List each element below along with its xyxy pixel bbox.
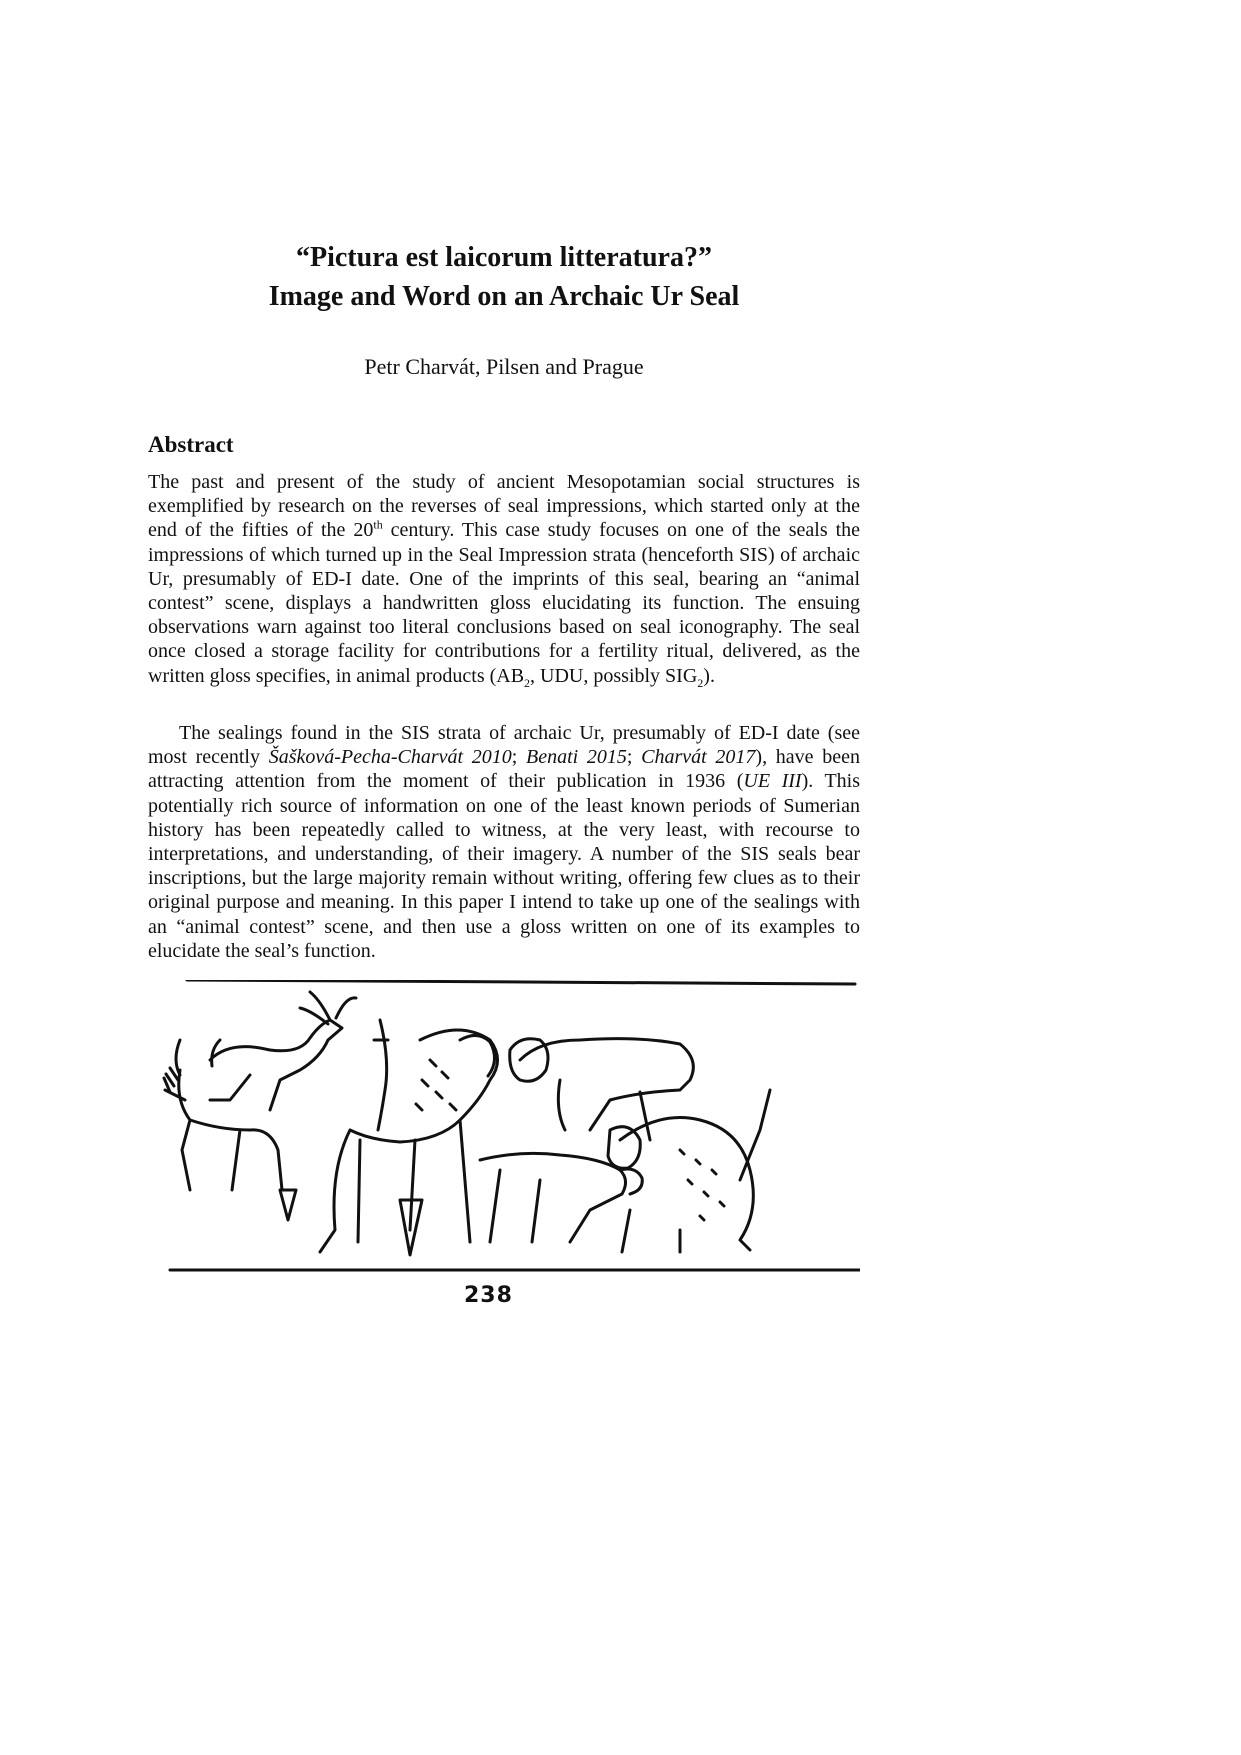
ibex-horns	[300, 992, 356, 1024]
text-run: , UDU, possibly SIG	[530, 664, 698, 687]
central-lion	[320, 1030, 498, 1252]
right-lion-head	[608, 1127, 640, 1169]
central-lion-head	[460, 1035, 495, 1076]
subscript: 2	[524, 675, 531, 690]
superscript: th	[373, 517, 383, 532]
title-line-2: Image and Word on an Archaic Ur Seal	[268, 281, 740, 312]
abstract-paragraph	[148, 470, 860, 688]
citation: Šašková-Pecha-Charvát 2010	[268, 746, 512, 769]
left-animal	[165, 1040, 282, 1190]
body-paragraph	[148, 721, 860, 963]
text-run: century. This case study focuses on one of the seals the impressions of which turned up in the Seal Impression strata (henceforth SIS) of archaic Ur, presumably of ED-I date. One of the imprints of this seal, bearing an “animal contest” scene, displays a handwritten gloss elucidating its function. The ensuing observations warn against too literal conclusions based on seal iconography. The seal once closed a storage facility for contributions for a fertility ritual, delivered, as the written gloss specifies, in animal products (AB	[148, 519, 861, 687]
ibex-body	[210, 1020, 342, 1110]
text-run: ;	[626, 746, 642, 769]
left-animal-mane	[164, 1068, 178, 1092]
text-run: The sealings found in the SIS strata of archaic Ur, presumably of ED-I date (see most recently	[148, 722, 860, 769]
text-run: ), have been attracting attention from the moment of their publication in 1936 (	[148, 746, 860, 793]
central-lion-spots	[416, 1060, 456, 1110]
author-line: Petr Charvát, Pilsen and Prague	[364, 354, 644, 379]
citation: Benati 2015	[526, 746, 627, 769]
abstract-heading: Abstract	[148, 432, 234, 457]
upper-right-animal	[520, 1039, 693, 1140]
seal-drawing-svg	[160, 980, 860, 1300]
citation: UE III	[743, 770, 802, 793]
title-line-1: “Pictura est laicorum litteratura?”	[296, 242, 712, 273]
running-animal	[480, 1153, 626, 1242]
right-lion-spots	[680, 1150, 724, 1220]
seal-top-border	[187, 980, 855, 984]
seal-impression-drawing	[160, 980, 860, 1300]
text-run: ;	[511, 746, 527, 769]
text-run: ). This potentially rich source of information on one of the least known periods of Sumerian history has been repeatedly called to witness, at the very least, with recourse to interpretations, and understanding, of their imagery. A number of the SIS seals bear inscriptions, but the large majority remain without writing, offering few clues as to their original purpose and meaning. In this paper I intend to take up one of the sealings with an “animal contest” scene, and then use a gloss written on one of its examples to elucidate the seal’s function.	[148, 770, 861, 962]
spearhead-1	[280, 1190, 296, 1220]
subscript: 2	[697, 675, 704, 690]
right-lion	[620, 1090, 770, 1252]
text-run: The past and present of the study of ancient Mesopotamian social structures is exemplified by research on the reverses of seal impressions, which started only at the end of the fifties of the 20	[148, 471, 860, 542]
text-run: ).	[703, 664, 715, 687]
citation: Charvát 2017	[641, 746, 756, 769]
hanging-object	[374, 1020, 388, 1130]
figure-number: 238	[464, 1283, 513, 1308]
